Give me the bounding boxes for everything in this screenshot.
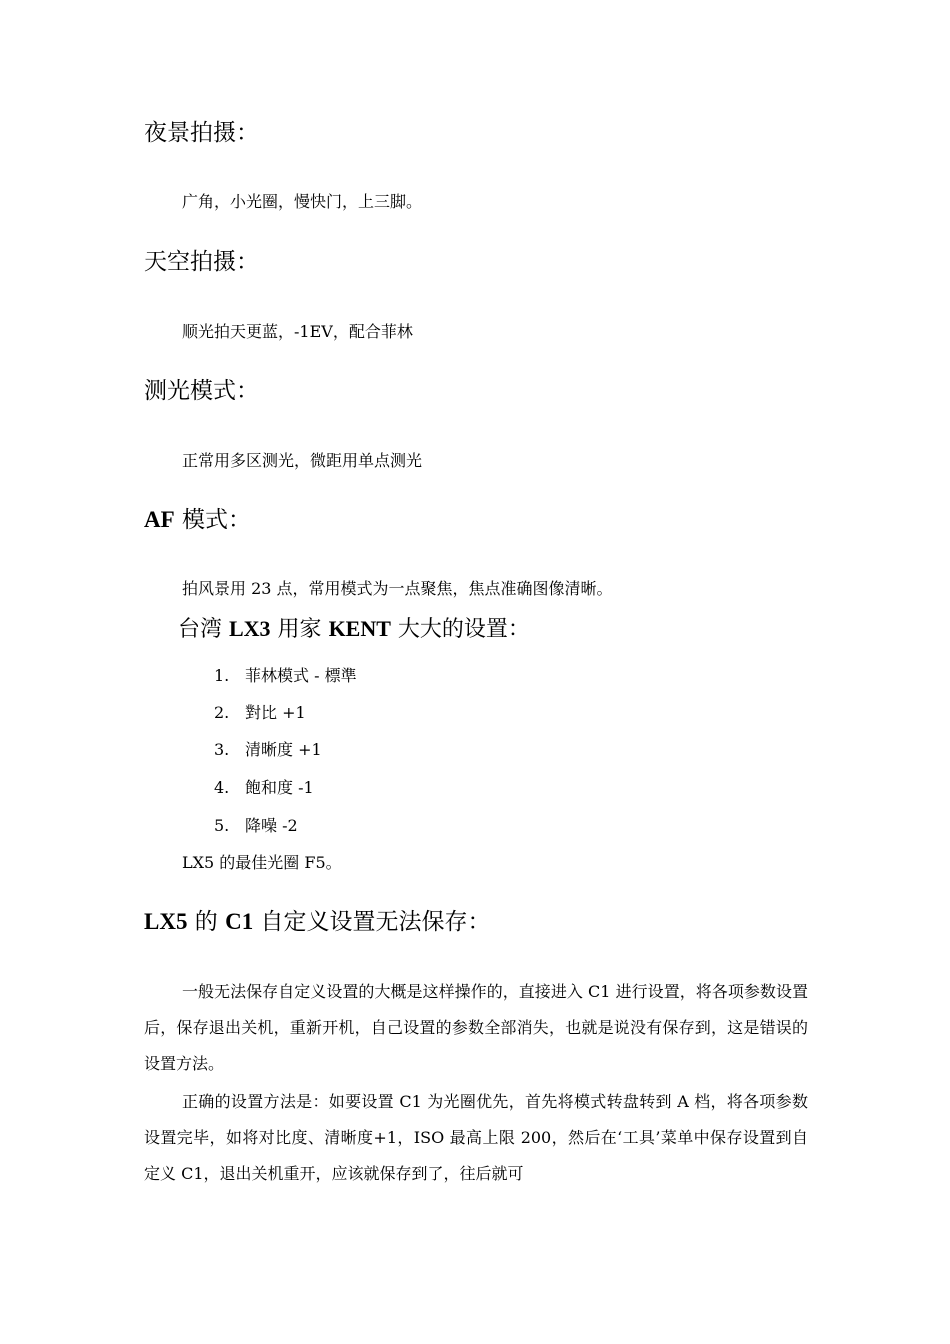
heading-metering-mode: 测光模式： — [144, 378, 259, 404]
c1-heading-c1: C1 — [225, 909, 254, 934]
c1-heading-lx5: LX5 — [144, 909, 188, 934]
list-item-text: 降噪 -2 — [245, 816, 298, 835]
best-aperture-note: LX5 的最佳光圈 F5。 — [182, 853, 342, 872]
list-item-number: 1. — [214, 666, 230, 685]
kent-heading-part3: 用家 — [270, 617, 329, 642]
kent-heading-lx3: LX3 — [229, 616, 271, 641]
c1-heading-part4: 自定义设置无法保存： — [253, 909, 491, 935]
kent-heading-kent: KENT — [328, 616, 391, 641]
list-item-text: 清晰度 +1 — [245, 740, 322, 759]
kent-heading-part1: 台湾 — [178, 617, 229, 642]
list-item — [214, 815, 298, 837]
c1-heading-part2: 的 — [187, 909, 226, 935]
heading-af-bold: AF — [144, 507, 175, 532]
list-item-number: 3. — [214, 740, 230, 759]
list-item-number: 2. — [214, 703, 230, 722]
list-item — [214, 739, 322, 761]
c1-paragraph-correct-method: 正确的设置方法是：如要设置 C1 为光圈优先，首先将模式转盘转到 A 档，将各项参数设置完毕，如将对比度、清晰度+1，ISO 最高上限 200，然后在‘工具’菜单中保存设置到自定义 C1，退出关机重开，应该就保存到了，往后就可 — [144, 1092, 808, 1183]
list-item-number: 4. — [214, 778, 230, 797]
heading-night-shooting: 夜景拍摄： — [144, 120, 259, 146]
list-item-text: 對比 +1 — [245, 703, 306, 722]
kent-heading-part5: 大大的设置： — [390, 617, 530, 642]
heading-sky-shooting: 天空拍摄： — [144, 249, 259, 275]
metering-mode-text: 正常用多区测光，微距用单点测光 — [182, 451, 423, 470]
night-shooting-text: 广角，小光圈，慢快门，上三脚。 — [182, 192, 423, 211]
heading-kent-settings — [178, 614, 530, 645]
c1-paragraph-wrong-method: 一般无法保存自定义设置的大概是这样操作的，直接进入 C1 进行设置，将各项参数设置后，保存退出关机，重新开机，自己设置的参数全部消失，也就是说没有保存到，这是错误的设置方法。 — [144, 982, 808, 1073]
sky-shooting-text: 顺光拍天更蓝，-1EV，配合菲林 — [182, 322, 413, 341]
heading-af-mode — [144, 505, 251, 535]
list-item — [214, 777, 314, 799]
af-mode-text: 拍风景用 23 点，常用模式为一点聚焦，焦点准确图像清晰。 — [182, 579, 613, 598]
heading-c1-custom — [144, 907, 491, 937]
list-item — [214, 665, 357, 687]
list-item-text: 飽和度 -1 — [245, 778, 314, 797]
list-item-text: 菲林模式 - 標準 — [245, 666, 357, 685]
list-item-number: 5. — [214, 816, 230, 835]
list-item — [214, 702, 306, 724]
heading-af-rest: 模式： — [174, 507, 251, 533]
